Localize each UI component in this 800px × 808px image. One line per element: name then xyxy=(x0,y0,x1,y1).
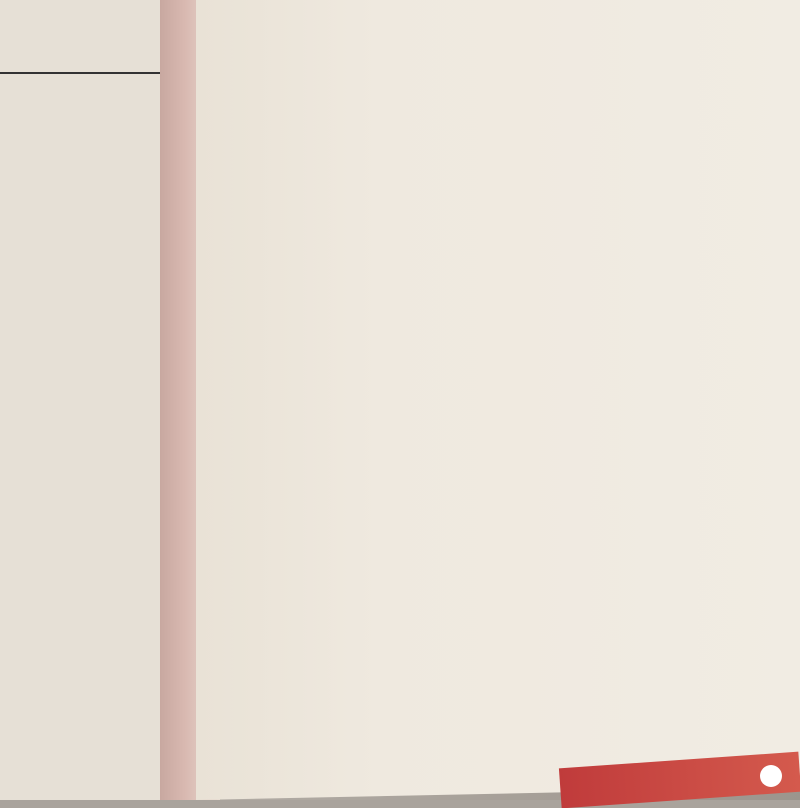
labirint-logo-icon xyxy=(760,765,782,787)
right-page xyxy=(196,0,800,800)
header-rule xyxy=(0,72,175,74)
watermark-logo xyxy=(760,762,786,788)
